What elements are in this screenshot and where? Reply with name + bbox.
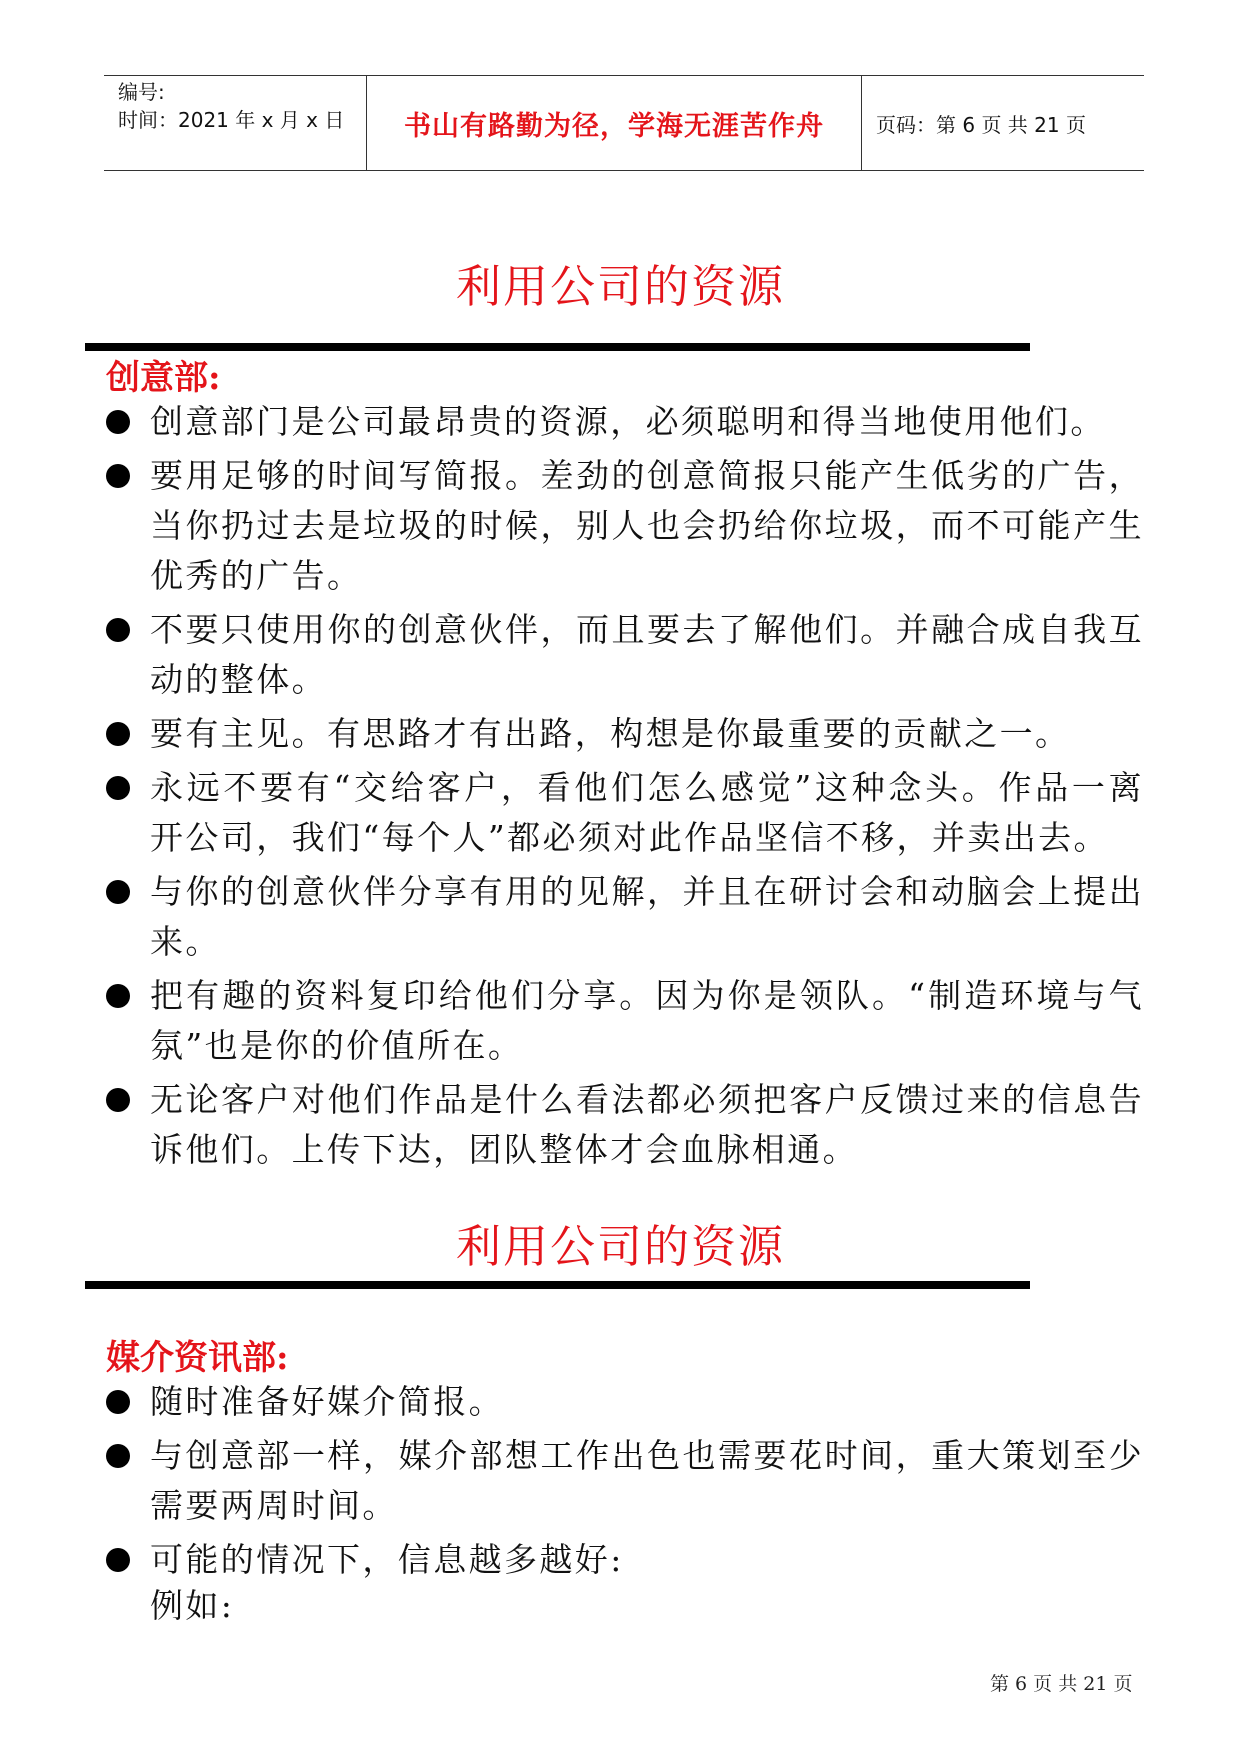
- list-item: 要用足够的时间写简报。差劲的创意简报只能产生低劣的广告，当你扔过去是垃圾的时候，别人也会扔给你垃圾，而不可能产生优秀的广告。: [104, 451, 1144, 601]
- list-item: 随时准备好媒介简报。: [104, 1377, 1144, 1427]
- section-subhead: 媒介资讯部:: [106, 1338, 289, 1378]
- header-page-info: 页码：第 6 页 共 21 页: [876, 112, 1086, 137]
- section-title: 利用公司的资源: [455, 260, 785, 313]
- list-item: 可能的情况下，信息越多越好:: [104, 1535, 1144, 1585]
- section-divider: [85, 343, 1030, 351]
- bullet-icon: [106, 1390, 130, 1414]
- header-motto: 书山有路勤为径，学海无涯苦作舟: [404, 110, 824, 142]
- bullet-icon: [106, 618, 130, 642]
- section-divider: [85, 1281, 1030, 1289]
- bullet-icon: [106, 1548, 130, 1572]
- bullet-icon: [106, 464, 130, 488]
- time-label: 时间：2021 年 x 月 x 日: [118, 108, 345, 132]
- bullet-icon: [106, 776, 130, 800]
- example-label: 例如:: [150, 1586, 235, 1625]
- list-item: 不要只使用你的创意伙伴，而且要去了解他们。并融合成自我互动的整体。: [104, 605, 1144, 705]
- bullet-icon: [106, 722, 130, 746]
- header-meta: [104, 76, 367, 170]
- section-subhead: 创意部:: [106, 358, 221, 398]
- bullet-icon: [106, 984, 130, 1008]
- page-footer: 第 6 页 共 21 页: [990, 1673, 1133, 1695]
- bullet-icon: [106, 1444, 130, 1468]
- bullet-icon: [106, 1088, 130, 1112]
- bullet-list: [104, 397, 1144, 1175]
- bullet-list: [104, 1377, 1144, 1585]
- number-label: 编号:: [118, 80, 165, 104]
- list-item: 永远不要有“交给客户，看他们怎么感觉”这种念头。作品一离开公司，我们“每个人”都必须对此作品坚信不移，并卖出去。: [104, 763, 1144, 863]
- document-header: [104, 75, 1144, 171]
- list-item: 与你的创意伙伴分享有用的见解，并且在研讨会和动脑会上提出来。: [104, 867, 1144, 967]
- list-item: 与创意部一样，媒介部想工作出色也需要花时间，重大策划至少需要两周时间。: [104, 1431, 1144, 1531]
- header-motto-cell: [367, 76, 862, 170]
- bullet-icon: [106, 880, 130, 904]
- list-item: 把有趣的资料复印给他们分享。因为你是领队。“制造环境与气氛”也是你的价值所在。: [104, 971, 1144, 1071]
- list-item: 创意部门是公司最昂贵的资源，必须聪明和得当地使用他们。: [104, 397, 1144, 447]
- bullet-icon: [106, 410, 130, 434]
- list-item: 要有主见。有思路才有出路，构想是你最重要的贡献之一。: [104, 709, 1144, 759]
- list-item: 无论客户对他们作品是什么看法都必须把客户反馈过来的信息告诉他们。上传下达，团队整体才会血脉相通。: [104, 1075, 1144, 1175]
- section-title: 利用公司的资源: [455, 1220, 785, 1273]
